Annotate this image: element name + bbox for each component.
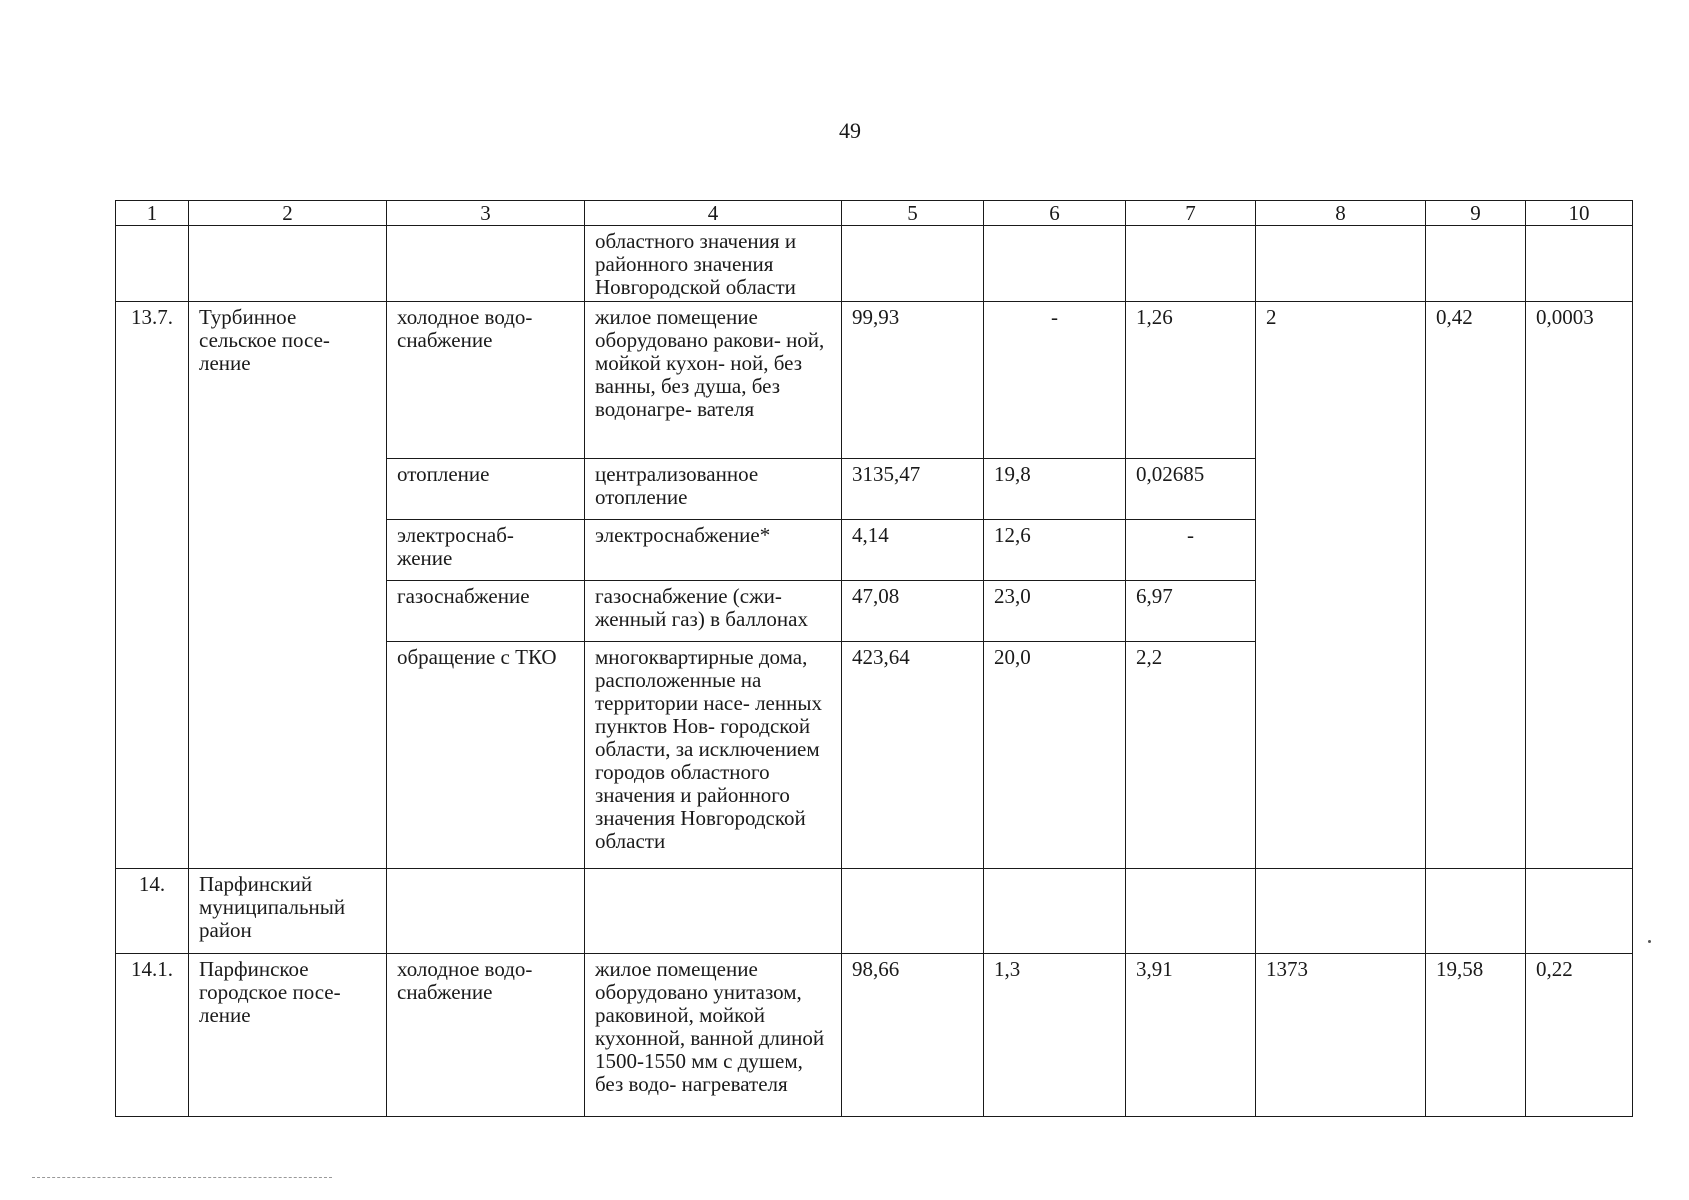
value-cell: 423,64 — [842, 642, 984, 869]
col-header: 5 — [842, 201, 984, 226]
table-row — [116, 869, 1633, 954]
value-cell: 99,93 — [842, 302, 984, 459]
value-cell: 4,14 — [842, 520, 984, 581]
value-cell: 1,3 — [984, 954, 1126, 1117]
settlement-name: Парфинское городское посе- ление — [189, 954, 387, 1117]
value-cell: 19,58 — [1426, 954, 1526, 1117]
description-cell: жилое помещение оборудовано ракови- ной, мойкой кухон- ной, без ванны, без душа, без водонагре- вателя — [585, 302, 842, 459]
scan-speck — [1648, 940, 1651, 943]
value-cell: 12,6 — [984, 520, 1126, 581]
col-header: 8 — [1256, 201, 1426, 226]
tariff-table — [115, 200, 1633, 1117]
value-cell: - — [984, 302, 1126, 459]
value-cell: 3,91 — [1126, 954, 1256, 1117]
service-cell: электроснаб- жение — [387, 520, 585, 581]
col-header: 1 — [116, 201, 189, 226]
page-number: 49 — [839, 118, 861, 143]
row-number: 13.7. — [116, 302, 189, 869]
col-header: 10 — [1526, 201, 1633, 226]
service-cell: обращение с ТКО — [387, 642, 585, 869]
value-cell: 6,97 — [1126, 581, 1256, 642]
settlement-name: Турбинное сельское посе- ление — [189, 302, 387, 869]
district-name: Парфинский муниципальный район — [189, 869, 387, 954]
value-cell: 2 — [1256, 302, 1426, 869]
col-header: 7 — [1126, 201, 1256, 226]
col-header: 6 — [984, 201, 1126, 226]
value-cell: - — [1126, 520, 1256, 581]
value-cell: 2,2 — [1126, 642, 1256, 869]
value-cell: 23,0 — [984, 581, 1126, 642]
col-header: 4 — [585, 201, 842, 226]
table-row — [116, 954, 1633, 1117]
column-number-row — [116, 201, 1633, 226]
value-cell: 1,26 — [1126, 302, 1256, 459]
description-cell: централизованное отопление — [585, 459, 842, 520]
description-cell: жилое помещение оборудовано унитазом, раковиной, мойкой кухонной, ванной длиной 1500-1550 мм с душем, без водо- нагревателя — [585, 954, 842, 1117]
value-cell: 0,0003 — [1526, 302, 1633, 869]
footer-divider — [32, 1177, 332, 1178]
col-header: 2 — [189, 201, 387, 226]
description-cell: электроснабжение* — [585, 520, 842, 581]
value-cell: 0,42 — [1426, 302, 1526, 869]
service-cell: отопление — [387, 459, 585, 520]
col-header: 9 — [1426, 201, 1526, 226]
col-header: 3 — [387, 201, 585, 226]
value-cell: 3135,47 — [842, 459, 984, 520]
description-cell: областного значения и районного значения Новгородской области — [585, 226, 842, 302]
service-cell: холодное водо- снабжение — [387, 302, 585, 459]
row-number: 14. — [116, 869, 189, 954]
value-cell: 0,02685 — [1126, 459, 1256, 520]
value-cell: 98,66 — [842, 954, 984, 1117]
value-cell: 47,08 — [842, 581, 984, 642]
continuation-row — [116, 226, 1633, 302]
value-cell: 20,0 — [984, 642, 1126, 869]
service-cell: газоснабжение — [387, 581, 585, 642]
table-row — [116, 302, 1633, 459]
value-cell: 19,8 — [984, 459, 1126, 520]
value-cell: 1373 — [1256, 954, 1426, 1117]
value-cell: 0,22 — [1526, 954, 1633, 1117]
service-cell: холодное водо- снабжение — [387, 954, 585, 1117]
description-cell: газоснабжение (сжи- женный газ) в баллонах — [585, 581, 842, 642]
description-cell: многоквартирные дома, расположенные на территории насе- ленных пунктов Нов- городской области, за исключением городов областного значения и районного значения Новгородской области — [585, 642, 842, 869]
row-number: 14.1. — [116, 954, 189, 1117]
